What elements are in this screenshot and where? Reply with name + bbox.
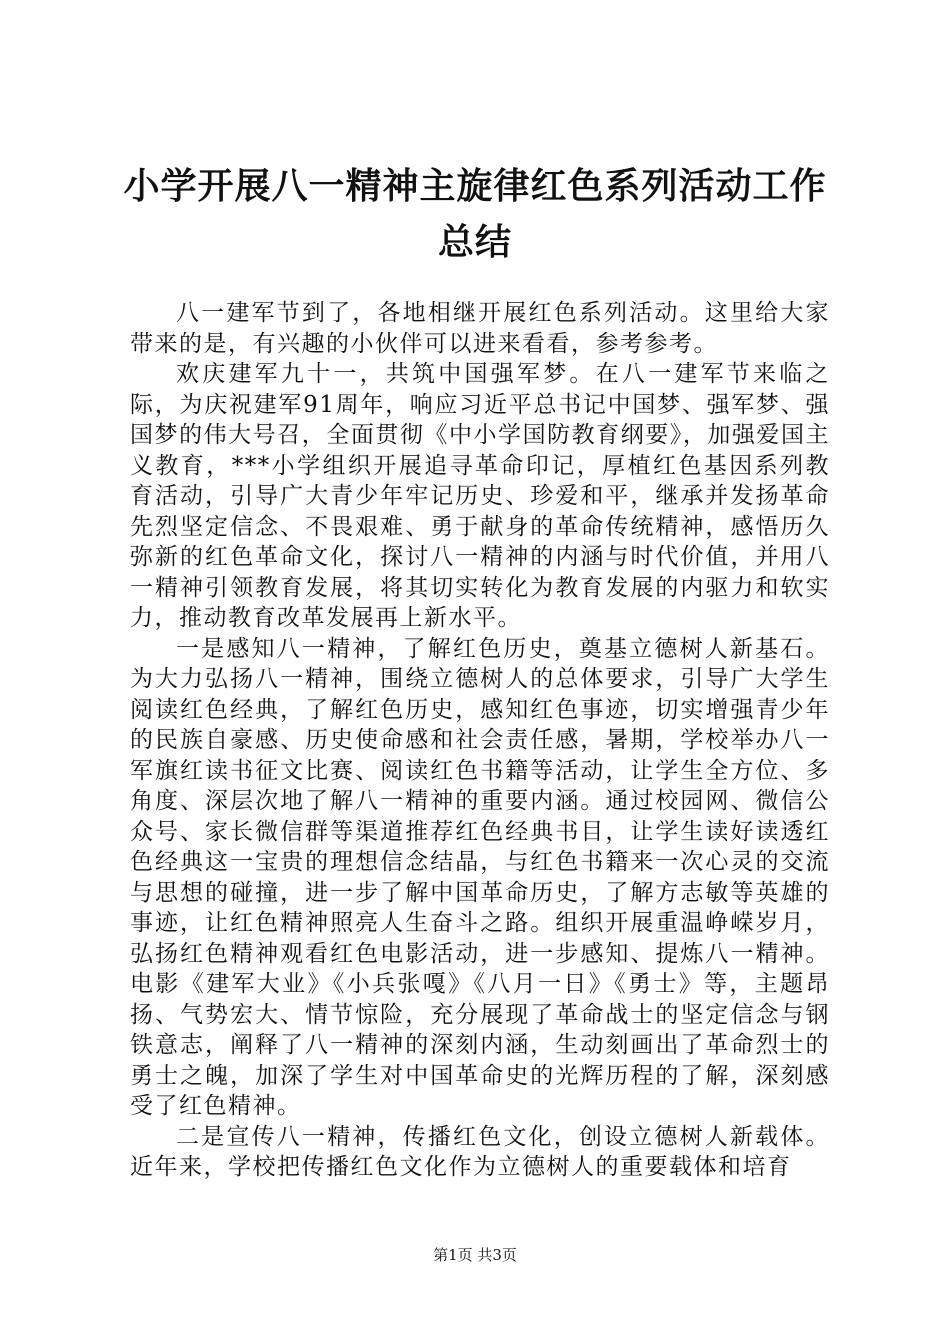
document-title: 小学开展八一精神主旋律红色系列活动工作总结 bbox=[123, 165, 827, 263]
paragraph: 八一建军节到了，各地相继开展红色系列活动。这里给大家带来的是，有兴趣的小伙伴可以进来看看，参考参考。 bbox=[130, 300, 830, 357]
paragraph: 欢庆建军九十一，共筑中国强军梦。在八一建军节来临之际，为庆祝建军91周年，响应习近平总书记中国梦、强军梦、强国梦的伟大号召，全面贯彻《中小学国防教育纲要》，加强爱国主义教育，***小学组织开展追寻革命印记，厚植红色基因系列教育活动，引导广大青少年牢记历史、珍爱和平，继承并发扬革命先烈坚定信念、不畏艰难、勇于献身的革命传统精神，感悟历久弥新的红色革命文化，探讨八一精神的内涵与时代价值，并用八一精神引领教育发展，将其切实转化为教育发展的内驱力和软实力，推动教育改革发展再上新水平。 bbox=[130, 361, 830, 631]
paragraph: 一是感知八一精神，了解红色历史，奠基立德树人新基石。为大力弘扬八一精神，围绕立德树人的总体要求，引导广大学生阅读红色经典，了解红色历史，感知红色事迹，切实增强青少年的民族自豪感、历史使命感和社会责任感，暑期，学校举办八一军旗红读书征文比赛、阅读红色书籍等活动，让学生全方位、多角度、深层次地了解八一精神的重要内涵。通过校园网、微信公众号、家长微信群等渠道推荐红色经典书目，让学生读好读透红色经典这一宝贵的理想信念结晶，与红色书籍来一次心灵的交流与思想的碰撞，进一步了解中国革命历史，了解方志敏等英雄的事迹，让红色精神照亮人生奋斗之路。组织开展重温峥嵘岁月，弘扬红色精神观看红色电影活动，进一步感知、提炼八一精神。电影《建军大业》《小兵张嘎》《八月一日》《勇士》等，主题昂扬、气势宏大、情节惊险，充分展现了革命战士的坚定信念与钢铁意志，阐释了八一精神的深刻内涵，生动刻画出了革命烈士的勇士之魄，加深了学生对中国革命史的光辉历程的了解，深刻感受了红色精神。 bbox=[130, 635, 830, 1119]
page-number-footer: 第1页 共3页 bbox=[433, 1246, 517, 1264]
paragraph: 二是宣传八一精神，传播红色文化，创设立德树人新载体。近年来，学校把传播红色文化作为立德树人的重要载体和培育 bbox=[130, 1123, 830, 1180]
document-body bbox=[130, 298, 830, 1183]
